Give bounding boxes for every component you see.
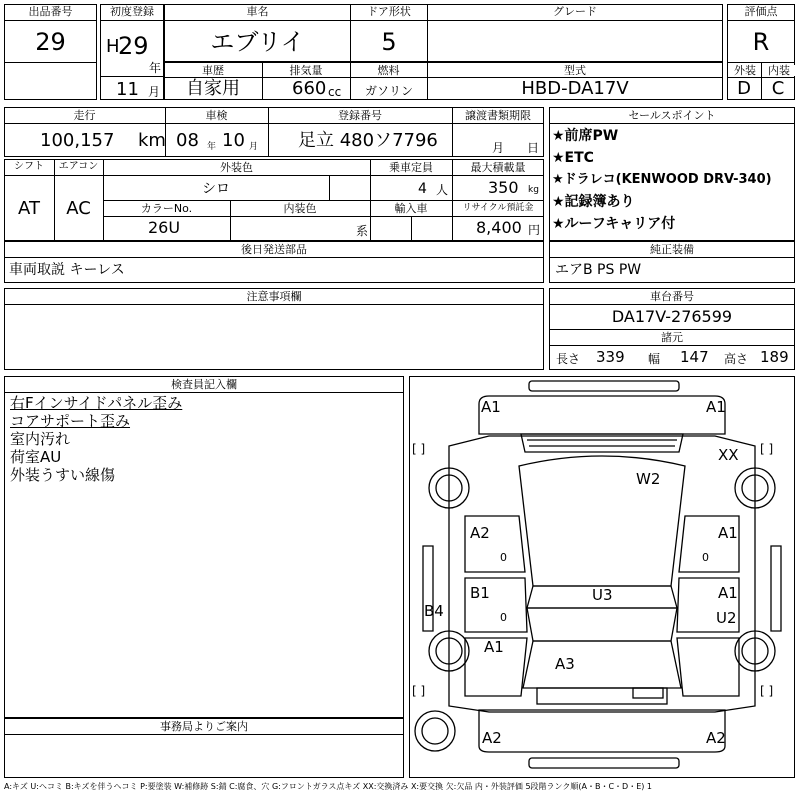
divider — [727, 20, 795, 21]
recycle-value: 8,400 — [476, 218, 522, 237]
sales-point: ★ルーフキャリア付 — [552, 216, 676, 232]
door-header: ドア形状 — [351, 6, 427, 17]
divider — [549, 304, 795, 305]
bracket-left: [ ] — [412, 684, 426, 698]
divider — [100, 76, 164, 77]
body-outline — [449, 436, 755, 712]
office-header: 事務局よりご案内 — [5, 721, 403, 732]
color-value: シロ — [202, 181, 230, 197]
reg-no-header: 登録番号 — [269, 110, 451, 121]
mark-left-rear-door: B1 — [470, 584, 490, 602]
reg-no-value: 足立 480ソ7796 — [298, 130, 438, 151]
model-value: HBD-DA17V — [521, 78, 629, 99]
divider — [411, 216, 412, 241]
recycle-unit: 円 — [528, 223, 541, 237]
max-load-value: 350 — [488, 178, 519, 197]
capacity-unit: 人 — [436, 183, 449, 197]
front-panel-shape — [479, 396, 725, 434]
month-unit: 月 — [148, 85, 161, 99]
front-bumper-shape — [529, 381, 679, 391]
standard-equip-value: エアB PS PW — [555, 262, 642, 278]
mark-rear-left: A2 — [482, 729, 502, 747]
specs-header: 諸元 — [550, 332, 794, 343]
max-load-header: 最大積載量 — [453, 162, 543, 173]
mark-right-fender: XX — [718, 446, 739, 464]
height-value: 189 — [760, 348, 789, 366]
zero-mark: 0 — [500, 611, 507, 624]
reg-month: 11 — [116, 79, 139, 100]
shift-header: シフト — [5, 162, 53, 172]
exterior-eval: D — [737, 78, 751, 99]
color-header: 外装色 — [104, 162, 369, 173]
right-sill-shape — [771, 546, 781, 631]
length-label: 長さ — [556, 352, 581, 366]
year-unit: 年 — [149, 61, 162, 75]
divider — [549, 329, 795, 330]
inspector-header: 検査員記入欄 — [5, 379, 403, 390]
era: H — [106, 36, 120, 57]
score-header: 評価点 — [728, 6, 794, 17]
divider — [4, 304, 544, 305]
divider — [164, 20, 351, 21]
divider — [164, 77, 723, 78]
car-name-header: 車名 — [165, 6, 350, 17]
mark-front-left: A1 — [481, 398, 501, 416]
insp-year: 08 — [176, 130, 199, 151]
divider — [103, 216, 544, 217]
mileage-value: 100,157 — [40, 130, 115, 151]
divider — [549, 345, 795, 346]
zero-mark: 0 — [500, 551, 507, 564]
interior-eval: C — [771, 78, 785, 99]
insp-year-unit: 年 — [207, 142, 217, 152]
standard-equip-header: 純正装備 — [550, 244, 794, 255]
mileage-header: 走行 — [5, 110, 164, 121]
windshield-shape — [521, 434, 683, 452]
car-name: エブリイ — [210, 28, 305, 56]
displacement-value: 660 — [292, 78, 327, 99]
capacity-value: 4 — [418, 181, 427, 197]
mark-rear-right: A2 — [706, 729, 726, 747]
transfer-doc-header: 譲渡書類期限 — [453, 110, 543, 121]
interior-color-unit: 系 — [356, 224, 369, 238]
shift-value: AT — [18, 198, 40, 219]
sales-points-header: セールスポイント — [550, 110, 794, 121]
right-rear-panel-shape — [677, 638, 739, 696]
bracket-right: [ ] — [760, 442, 774, 456]
chassis-header: 車台番号 — [550, 291, 794, 302]
aircon-header: エアコン — [55, 162, 102, 172]
later-parts-value: 車両取説 キーレス — [9, 262, 125, 278]
inspector-note: 右Fインサイドパネル歪み — [10, 394, 183, 412]
width-label: 幅 — [648, 352, 661, 366]
mark-hood: W2 — [636, 470, 661, 488]
aircon-value: AC — [66, 198, 91, 219]
inspector-note: 室内汚れ — [10, 430, 71, 448]
capacity-header: 乗車定員 — [371, 162, 451, 173]
interior-eval-header: 内装 — [763, 65, 795, 76]
height-label: 高さ — [724, 352, 749, 366]
divider — [427, 20, 723, 21]
bracket-right: [ ] — [760, 684, 774, 698]
fuel-value: ガソリン — [364, 84, 413, 98]
divider — [100, 20, 164, 21]
divider — [4, 62, 97, 63]
divider — [103, 200, 544, 201]
sales-point: ★前席PW — [552, 128, 619, 144]
length-value: 339 — [596, 348, 625, 366]
sales-point: ★ETC — [552, 150, 594, 166]
rear-panel-shape — [479, 710, 725, 752]
roof-shape — [527, 608, 677, 641]
exterior-eval-header: 外装 — [729, 65, 761, 76]
windshield-line — [527, 440, 677, 446]
displacement-unit: cc — [328, 85, 342, 99]
legend: A:キズ U:ヘコミ B:キズを伴うヘコミ P:要塗装 W:補修跡 S:錆 C:腐食、穴 G:フロントガラス点キズ XX:交換済み X:要交換 欠:欠品 内・外装評価 5段階ランク順(A・B・C・D・E) 1 — [4, 782, 653, 791]
zero-mark: 0 — [702, 551, 709, 564]
history-value: 自家用 — [186, 78, 240, 99]
model-header: 型式 — [428, 65, 722, 76]
inspector-note: 荷室AU — [10, 448, 62, 466]
displacement-header: 排気量 — [263, 65, 349, 76]
divider — [4, 257, 544, 258]
lot-no: 29 — [35, 28, 66, 56]
divider — [329, 176, 330, 200]
divider — [350, 20, 428, 21]
mark-right-slide: U2 — [716, 609, 737, 627]
bracket-left: [ ] — [412, 442, 426, 456]
mark-rear-gate: A3 — [555, 655, 575, 673]
spare-wheel-inner — [422, 718, 448, 744]
width-value: 147 — [680, 348, 709, 366]
score-value: R — [752, 28, 770, 56]
recycle-header: リサイクル預託金 — [453, 204, 543, 213]
import-header: 輸入車 — [371, 203, 451, 214]
lot-no-header: 出品番号 — [5, 6, 96, 17]
spare-wheel-shape — [415, 711, 455, 751]
notes-header: 注意事項欄 — [5, 291, 543, 302]
inspection-header: 車検 — [166, 110, 267, 121]
mark-right-rear-door: A1 — [718, 584, 738, 602]
mark-front-right: A1 — [706, 398, 726, 416]
grade-header: グレード — [428, 6, 722, 17]
reg-year: 29 — [118, 32, 149, 60]
color-no-header: カラーNo. — [104, 203, 229, 214]
interior-color-header: 内装色 — [231, 203, 369, 214]
sales-point: ★記録簿あり — [552, 194, 635, 210]
door-value: 5 — [381, 28, 397, 56]
mark-right-front-door: A1 — [718, 524, 738, 542]
mark-left-front-door: A2 — [470, 524, 490, 542]
max-load-unit: kg — [528, 185, 539, 195]
divider — [4, 20, 97, 21]
chassis-value: DA17V-276599 — [611, 307, 733, 326]
divider — [4, 734, 404, 735]
divider — [549, 123, 795, 124]
fuel-header: 燃料 — [351, 65, 426, 76]
mark-roof: U3 — [592, 586, 613, 604]
transfer-day: 日 — [527, 141, 540, 155]
mark-left-rear: A1 — [484, 638, 504, 656]
mark-left-sill: B4 — [424, 602, 444, 620]
rear-lamp-shape — [633, 688, 663, 698]
later-parts-header: 後日発送部品 — [5, 244, 543, 255]
car-diagram — [409, 376, 795, 778]
color-no-value: 26U — [148, 218, 181, 237]
inspector-note: コアサポート歪み — [10, 412, 131, 430]
divider — [549, 257, 795, 258]
divider — [4, 123, 544, 124]
first-reg-header: 初度登録 — [101, 6, 163, 17]
sales-point: ★ドラレコ(KENWOOD DRV-340) — [552, 172, 772, 187]
transfer-month: 月 — [492, 141, 505, 155]
rear-bumper-shape — [529, 758, 679, 768]
history-header: 車歴 — [165, 65, 261, 76]
divider — [4, 175, 544, 176]
divider — [4, 392, 404, 393]
mileage-unit: km — [138, 130, 166, 151]
insp-month: 10 — [222, 130, 245, 151]
inspector-note: 外装うすい線傷 — [10, 466, 116, 484]
rear-gate-shape — [523, 641, 681, 688]
rear-window-shape — [537, 688, 667, 704]
insp-month-unit: 月 — [249, 142, 259, 152]
